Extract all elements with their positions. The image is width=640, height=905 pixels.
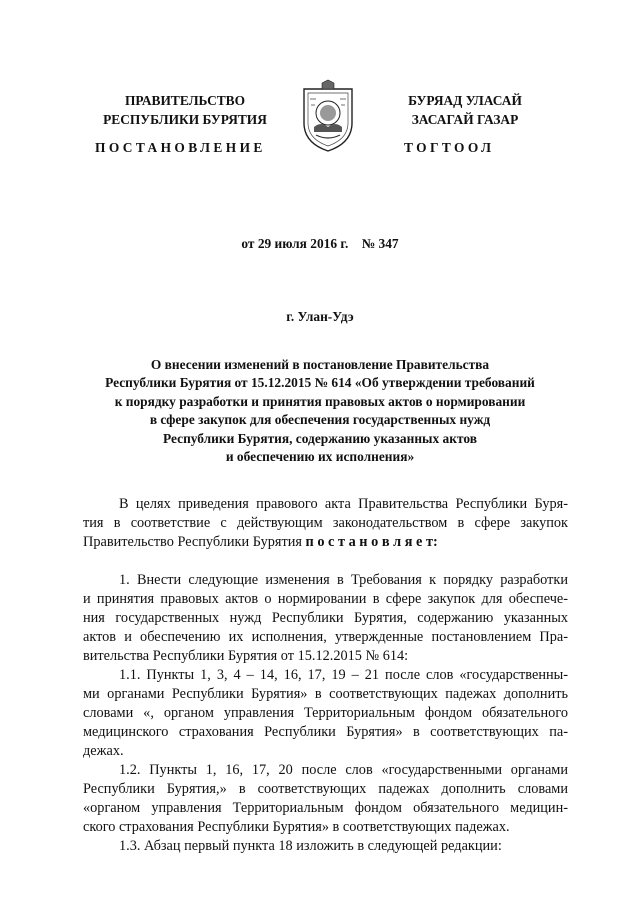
- body-line: и принятия правовых актов о нормировании в сфере закупок для обеспече-: [83, 591, 568, 607]
- body-line: ми органами Республики Бурятия» в соответствующих падежах дополнить: [83, 686, 568, 702]
- body-line: тия в соответствие с действующим законодательством в сфере закупок: [83, 515, 568, 531]
- title-line: в сфере закупок для обеспечения государственных нужд: [149, 412, 491, 428]
- government-name-buryat-line: БУРЯАД УЛАСАЙ: [408, 93, 522, 108]
- government-name-line: ПРАВИТЕЛЬСТВО: [124, 93, 246, 108]
- document-kind-buryat: ТОГТООЛ: [404, 140, 495, 155]
- coat-of-arms-icon: [300, 79, 356, 153]
- title-line: О внесении изменений в постановление Правительства: [150, 357, 490, 372]
- body-line: актов и обеспечению их исполнения, утвержденные постановлением Пра-: [83, 629, 568, 645]
- body-line: 1.2. Пункты 1, 16, 17, 20 после слов «государственными органами: [119, 762, 568, 778]
- body-line: Республики Бурятия,» в соответствующих падежах дополнить словами: [83, 781, 568, 797]
- government-name-buryat: [380, 91, 550, 129]
- title-line: и обеспечению их исполнения»: [225, 449, 415, 465]
- document-kind: ПОСТАНОВЛЕНИЕ: [95, 140, 266, 155]
- body-line: ния государственных нужд Республики Бурятия, содержанию указанных: [83, 610, 568, 626]
- body-line: 1.1. Пункты 1, 3, 4 – 14, 16, 17, 19 – 21 после слов «государственны-: [119, 667, 568, 683]
- resolution-word: п о с т а н о в л я е т:: [305, 534, 438, 550]
- body-line: ского страхования Республики Бурятия» в соответствующих падежах.: [83, 819, 510, 835]
- body-line: медицинского страхования Республики Бурятия» в соответствующих па-: [83, 724, 568, 740]
- body-line: вительства Республики Бурятия от 15.12.2015 № 614:: [83, 648, 409, 664]
- body-line: дежах.: [83, 743, 124, 759]
- document-city: г. Улан-Удэ: [286, 309, 354, 324]
- government-name: [90, 91, 280, 129]
- document-title: [80, 356, 560, 466]
- title-line: к порядку разработки и принятия правовых актов о нормировании: [114, 393, 526, 409]
- title-line: Республики Бурятия, содержанию указанных актов: [163, 430, 477, 446]
- government-name-buryat-line: ЗАСАГАЙ ГАЗАР: [411, 112, 519, 127]
- body-line: В целях приведения правового акта Правительства Республики Буря-: [119, 496, 568, 512]
- body-line: 1. Внести следующие изменения в Требования к порядку разработки: [119, 572, 568, 588]
- body-line: [83, 533, 568, 551]
- body-line: 1.3. Абзац первый пункта 18 изложить в следующей редакции:: [119, 838, 502, 854]
- body-line: «органом управления Территориальным фондом обязательного медицин-: [83, 800, 568, 816]
- government-name-line: РЕСПУБЛИКИ БУРЯТИЯ: [103, 112, 267, 127]
- body-line: словами «, органом управления Территориальным фондом обязательного: [83, 705, 568, 721]
- title-line: Республики Бурятия от 15.12.2015 № 614 «Об утверждении требований: [105, 375, 535, 391]
- document-date-number: от 29 июля 2016 г. № 347: [241, 236, 399, 251]
- body-text: Правительство Республики Бурятия: [83, 534, 302, 550]
